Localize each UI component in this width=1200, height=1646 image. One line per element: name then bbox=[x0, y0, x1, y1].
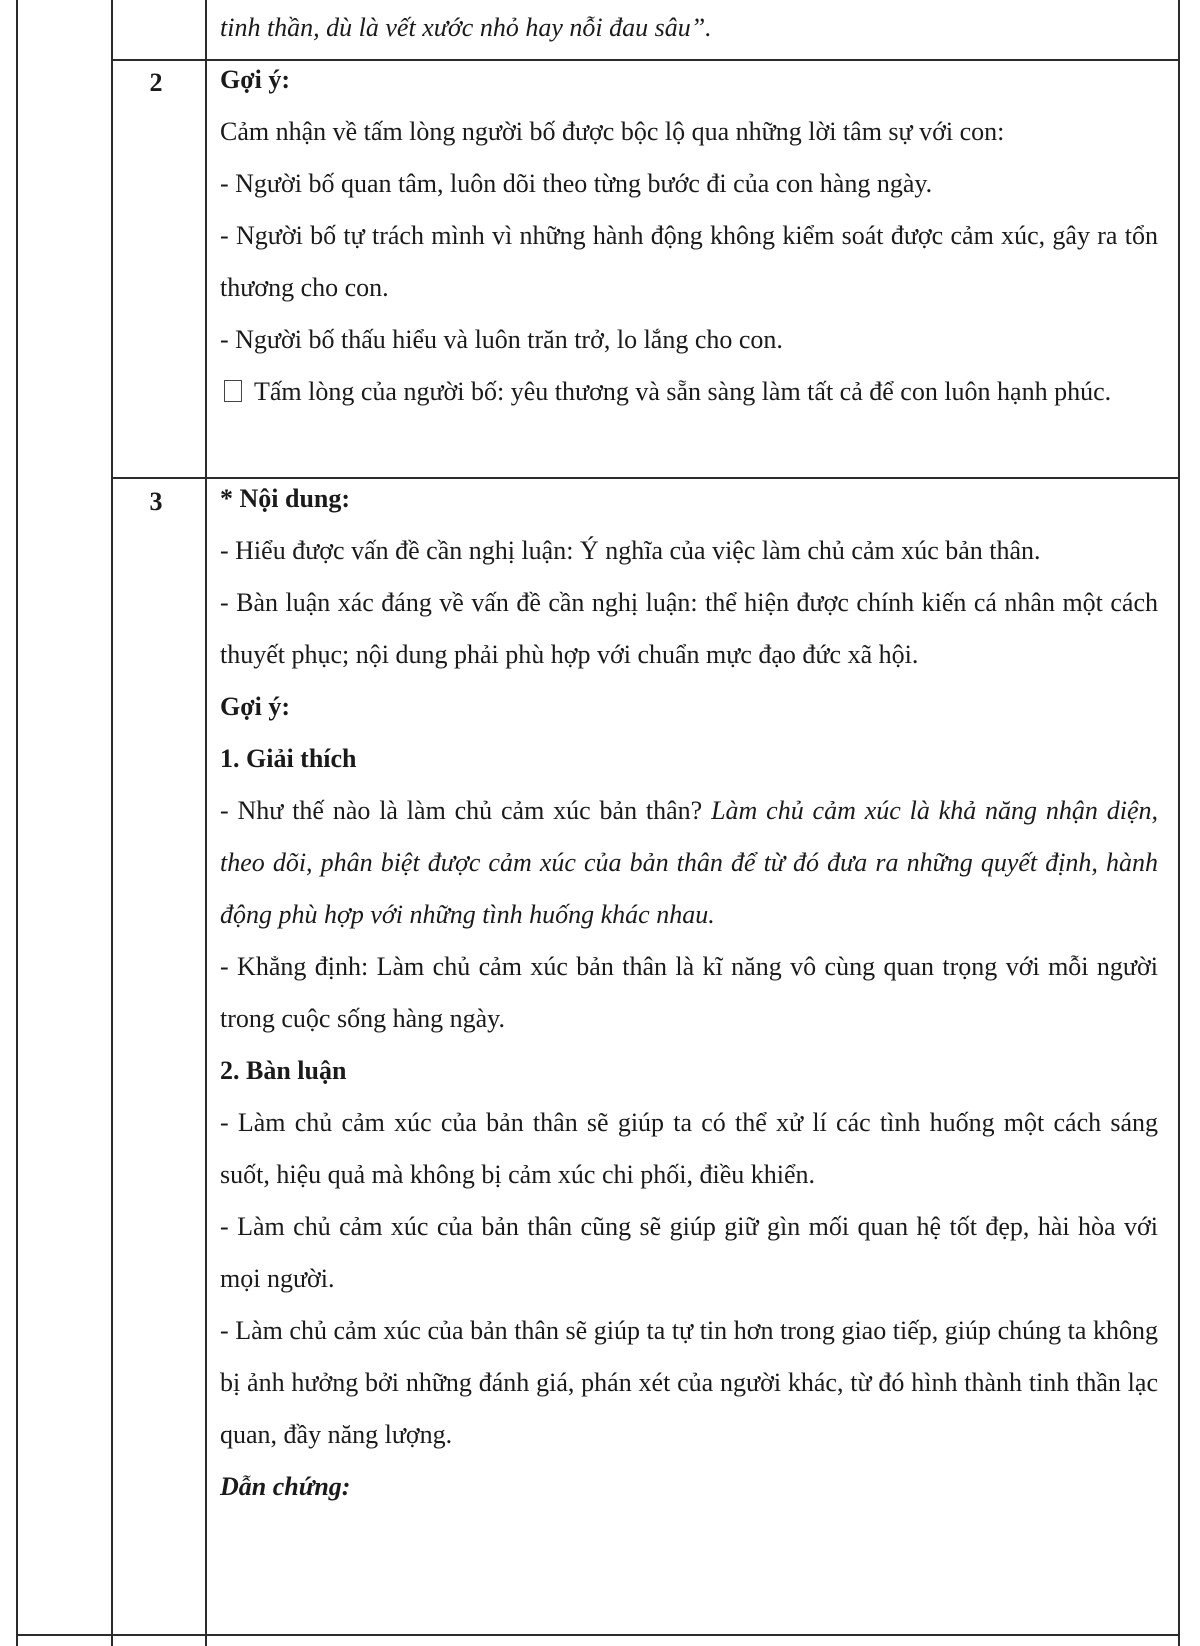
bullet-line: - Làm chủ cảm xúc của bản thân sẽ giúp ta có thể xử lí các tình huống một cách sáng suốt, hiệu quả mà không bị cảm xúc chi phối, điều khiển. bbox=[220, 1108, 1158, 1189]
conclusion-text: Tấm lòng của người bố: yêu thương và sẵn sàng làm tất cả để con luôn hạnh phúc. bbox=[254, 377, 1112, 406]
table-border-col1 bbox=[111, 0, 113, 1646]
paragraph: Cảm nhận về tấm lòng người bố được bộc lộ qua những lời tâm sự với con: bbox=[220, 117, 1005, 146]
section-title: 2. Bàn luận bbox=[220, 1056, 347, 1085]
continued-quote: tinh thần, dù là vết xước nhỏ hay nỗi đau sâu”. bbox=[220, 13, 712, 42]
section-title: 1. Giải thích bbox=[220, 744, 357, 773]
row-3-content bbox=[220, 473, 1158, 1513]
empty-square-icon bbox=[224, 380, 242, 402]
row-2-content bbox=[220, 54, 1158, 418]
bullet-line: - Khẳng định: Làm chủ cảm xúc bản thân là kĩ năng vô cùng quan trọng với mỗi người trong cuộc sống hàng ngày. bbox=[220, 952, 1158, 1033]
hint-heading: Gợi ý: bbox=[220, 65, 291, 94]
definition-paragraph bbox=[220, 785, 1158, 941]
table-border-col2 bbox=[205, 0, 207, 1646]
bullet-line: - Người bố quan tâm, luôn dõi theo từng bước đi của con hàng ngày. bbox=[220, 169, 933, 198]
bullet-line: - Người bố tự trách mình vì những hành động không kiểm soát được cảm xúc, gây ra tổn thương cho con. bbox=[220, 221, 1158, 302]
bullet-line: - Bàn luận xác đáng về vấn đề cần nghị luận: thể hiện được chính kiến cá nhân một cách thuyết phục; nội dung phải phù hợp với chuẩn mực đạo đức xã hội. bbox=[220, 588, 1158, 669]
table-border-bottom bbox=[16, 1634, 1180, 1636]
question-text: - Như thế nào là làm chủ cảm xúc bản thân? bbox=[220, 796, 703, 825]
table-border-left bbox=[16, 0, 18, 1646]
hint-heading: Gợi ý: bbox=[220, 692, 291, 721]
bullet-line: - Người bố thấu hiểu và luôn trăn trở, lo lắng cho con. bbox=[220, 325, 783, 354]
bullet-line: - Làm chủ cảm xúc của bản thân cũng sẽ giúp giữ gìn mối quan hệ tốt đẹp, hài hòa với mọi người. bbox=[220, 1212, 1158, 1293]
bullet-line: - Làm chủ cảm xúc của bản thân sẽ giúp ta tự tin hơn trong giao tiếp, giúp chúng ta không bị ảnh hưởng bởi những đánh giá, phán xét của người khác, từ đó hình thành tinh thần lạc quan, đầy năng lượng. bbox=[220, 1316, 1158, 1449]
conclusion-line bbox=[220, 366, 1158, 418]
definition-text: Làm chủ cảm xúc là khả năng nhận diện, theo dõi, phân biệt được cảm xúc của bản thân để từ đó đưa ra những quyết định, hành động phù hợp với những tình huống khác nhau. bbox=[220, 796, 1159, 929]
content-heading: * Nội dung: bbox=[220, 484, 351, 513]
row-number: 3 bbox=[149, 487, 163, 516]
bullet-line: - Hiểu được vấn đề cần nghị luận: Ý nghĩa của việc làm chủ cảm xúc bản thân. bbox=[220, 536, 1041, 565]
row-1-content bbox=[220, 2, 1158, 54]
table-border-right bbox=[1178, 0, 1180, 1646]
row-number: 2 bbox=[149, 68, 163, 97]
evidence-label: Dẫn chứng: bbox=[220, 1472, 351, 1501]
